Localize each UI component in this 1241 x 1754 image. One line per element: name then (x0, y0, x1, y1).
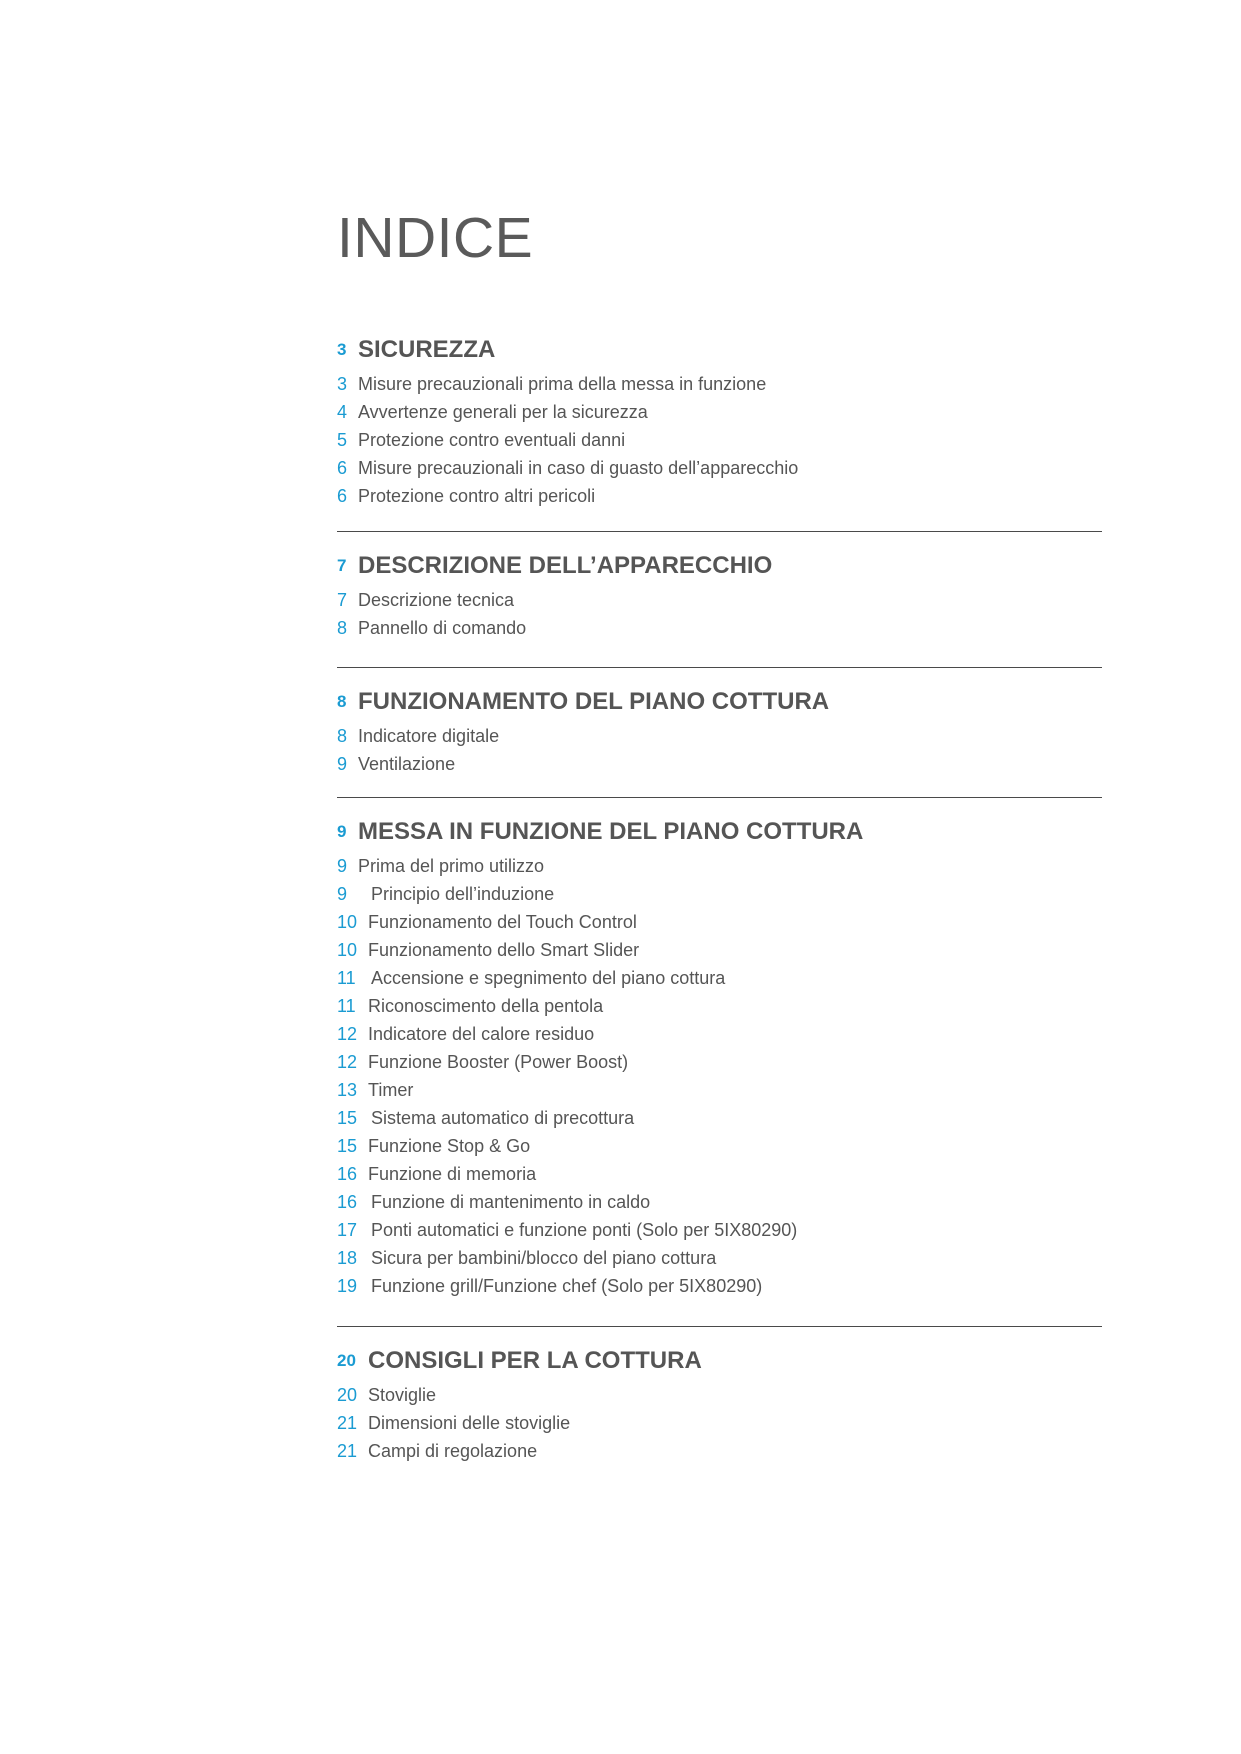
page-title: INDICE (337, 206, 534, 270)
toc-entry[interactable] (337, 1104, 1102, 1132)
entry-label: Prima del primo utilizzo (358, 855, 545, 876)
toc-entry[interactable] (337, 1132, 1102, 1160)
toc-entry[interactable] (337, 750, 1102, 778)
entry-label: Campi di regolazione (368, 1440, 538, 1461)
entry-page-number: 13 (337, 1079, 358, 1100)
entry-label: Funzione di mantenimento in caldo (371, 1191, 651, 1212)
entry-page-number: 15 (337, 1107, 358, 1128)
entry-page-number: 11 (337, 967, 356, 988)
section-title: MESSA IN FUNZIONE DEL PIANO COTTURA (358, 818, 864, 845)
toc-entry[interactable] (337, 1381, 1102, 1409)
entry-label: Dimensioni delle stoviglie (368, 1412, 571, 1433)
section-title: FUNZIONAMENTO DEL PIANO COTTURA (358, 688, 830, 715)
entry-page-number: 16 (337, 1191, 358, 1212)
section-title: DESCRIZIONE DELL’APPARECCHIO (358, 552, 773, 579)
entry-label: Riconoscimento della pentola (368, 995, 604, 1016)
entry-label: Descrizione tecnica (358, 589, 515, 610)
toc-entry[interactable] (337, 398, 1102, 426)
entry-label: Indicatore digitale (358, 725, 500, 746)
entry-page-number: 12 (337, 1023, 358, 1044)
entry-page-number: 9 (337, 883, 348, 904)
entry-label: Funzione Booster (Power Boost) (368, 1051, 629, 1072)
toc-entry[interactable] (337, 1409, 1102, 1437)
entry-page-number: 9 (337, 855, 348, 876)
toc-entry[interactable] (337, 964, 1102, 992)
toc-section-messa-in-funzione (337, 812, 1102, 1300)
toc-section-heading[interactable] (337, 682, 1102, 722)
toc-entry[interactable] (337, 586, 1102, 614)
entry-label: Funzione grill/Funzione chef (Solo per 5IX80290) (371, 1275, 763, 1296)
toc-section-consigli (337, 1341, 1102, 1465)
entry-label: Misure precauzionali prima della messa in funzione (358, 373, 767, 394)
toc-section-heading[interactable] (337, 1341, 1102, 1381)
entry-page-number: 12 (337, 1051, 358, 1072)
entry-page-number: 3 (337, 373, 348, 394)
section-page-number: 7 (337, 556, 347, 575)
entry-page-number: 8 (337, 725, 348, 746)
section-title: CONSIGLI PER LA COTTURA (368, 1347, 702, 1374)
entry-page-number: 19 (337, 1275, 358, 1296)
entry-label: Indicatore del calore residuo (368, 1023, 595, 1044)
entry-label: Funzione di memoria (368, 1163, 537, 1184)
toc-entry[interactable] (337, 1216, 1102, 1244)
section-page-number: 3 (337, 340, 347, 359)
entry-page-number: 20 (337, 1384, 358, 1405)
entry-page-number: 15 (337, 1135, 358, 1156)
entry-label: Pannello di comando (358, 617, 527, 638)
entry-page-number: 6 (337, 457, 348, 478)
toc-entry[interactable] (337, 880, 1102, 908)
section-divider (337, 1326, 1102, 1327)
entry-label: Protezione contro eventuali danni (358, 429, 626, 450)
section-divider (337, 667, 1102, 668)
toc-entry[interactable] (337, 482, 1102, 510)
section-title: SICUREZZA (358, 336, 496, 363)
section-divider (337, 797, 1102, 798)
toc-section-sicurezza (337, 330, 1102, 510)
entry-page-number: 5 (337, 429, 348, 450)
entry-label: Accensione e spegnimento del piano cottura (371, 967, 726, 988)
entry-page-number: 6 (337, 485, 348, 506)
toc-section-heading[interactable] (337, 812, 1102, 852)
entry-label: Funzione Stop & Go (368, 1135, 531, 1156)
section-page-number: 8 (337, 692, 347, 711)
entry-label: Ventilazione (358, 753, 456, 774)
entry-page-number: 18 (337, 1247, 358, 1268)
entry-label: Stoviglie (368, 1384, 437, 1405)
entry-page-number: 11 (337, 995, 356, 1016)
toc-entry[interactable] (337, 1188, 1102, 1216)
toc-entry[interactable] (337, 1076, 1102, 1104)
toc-entry[interactable] (337, 426, 1102, 454)
toc-entry[interactable] (337, 370, 1102, 398)
entry-page-number: 9 (337, 753, 348, 774)
toc-entry[interactable] (337, 908, 1102, 936)
entry-page-number: 21 (337, 1440, 358, 1461)
section-page-number: 20 (337, 1351, 356, 1370)
toc-section-descrizione (337, 546, 1102, 642)
entry-label: Funzionamento dello Smart Slider (368, 939, 640, 960)
toc-entry[interactable] (337, 852, 1102, 880)
entry-label: Misure precauzionali in caso di guasto dell’apparecchio (358, 457, 799, 478)
toc-section-heading[interactable] (337, 546, 1102, 586)
toc-entry[interactable] (337, 992, 1102, 1020)
entry-page-number: 17 (337, 1219, 358, 1240)
toc-section-heading[interactable] (337, 330, 1102, 370)
entry-page-number: 7 (337, 589, 348, 610)
entry-page-number: 10 (337, 911, 358, 932)
entry-label: Sicura per bambini/blocco del piano cottura (371, 1247, 717, 1268)
entry-page-number: 8 (337, 617, 348, 638)
toc-entry[interactable] (337, 454, 1102, 482)
entry-label: Protezione contro altri pericoli (358, 485, 596, 506)
section-divider (337, 531, 1102, 532)
toc-entry[interactable] (337, 936, 1102, 964)
entry-label: Funzionamento del Touch Control (368, 911, 637, 932)
entry-page-number: 4 (337, 401, 348, 422)
toc-entry[interactable] (337, 1160, 1102, 1188)
entry-page-number: 10 (337, 939, 358, 960)
entry-label: Timer (368, 1079, 414, 1100)
entry-label: Principio dell’induzione (371, 883, 555, 904)
toc-entry[interactable] (337, 614, 1102, 642)
entry-label: Ponti automatici e funzione ponti (Solo per 5IX80290) (371, 1219, 798, 1240)
toc-section-funzionamento (337, 682, 1102, 778)
toc-entry[interactable] (337, 1437, 1102, 1465)
entry-label: Avvertenze generali per la sicurezza (358, 401, 648, 422)
entry-label: Sistema automatico di precottura (371, 1107, 635, 1128)
toc-entry[interactable] (337, 1020, 1102, 1048)
toc-entry[interactable] (337, 1272, 1102, 1300)
toc-entry[interactable] (337, 722, 1102, 750)
entry-page-number: 16 (337, 1163, 358, 1184)
toc-entry[interactable] (337, 1048, 1102, 1076)
toc-entry[interactable] (337, 1244, 1102, 1272)
section-page-number: 9 (337, 822, 347, 841)
entry-page-number: 21 (337, 1412, 358, 1433)
